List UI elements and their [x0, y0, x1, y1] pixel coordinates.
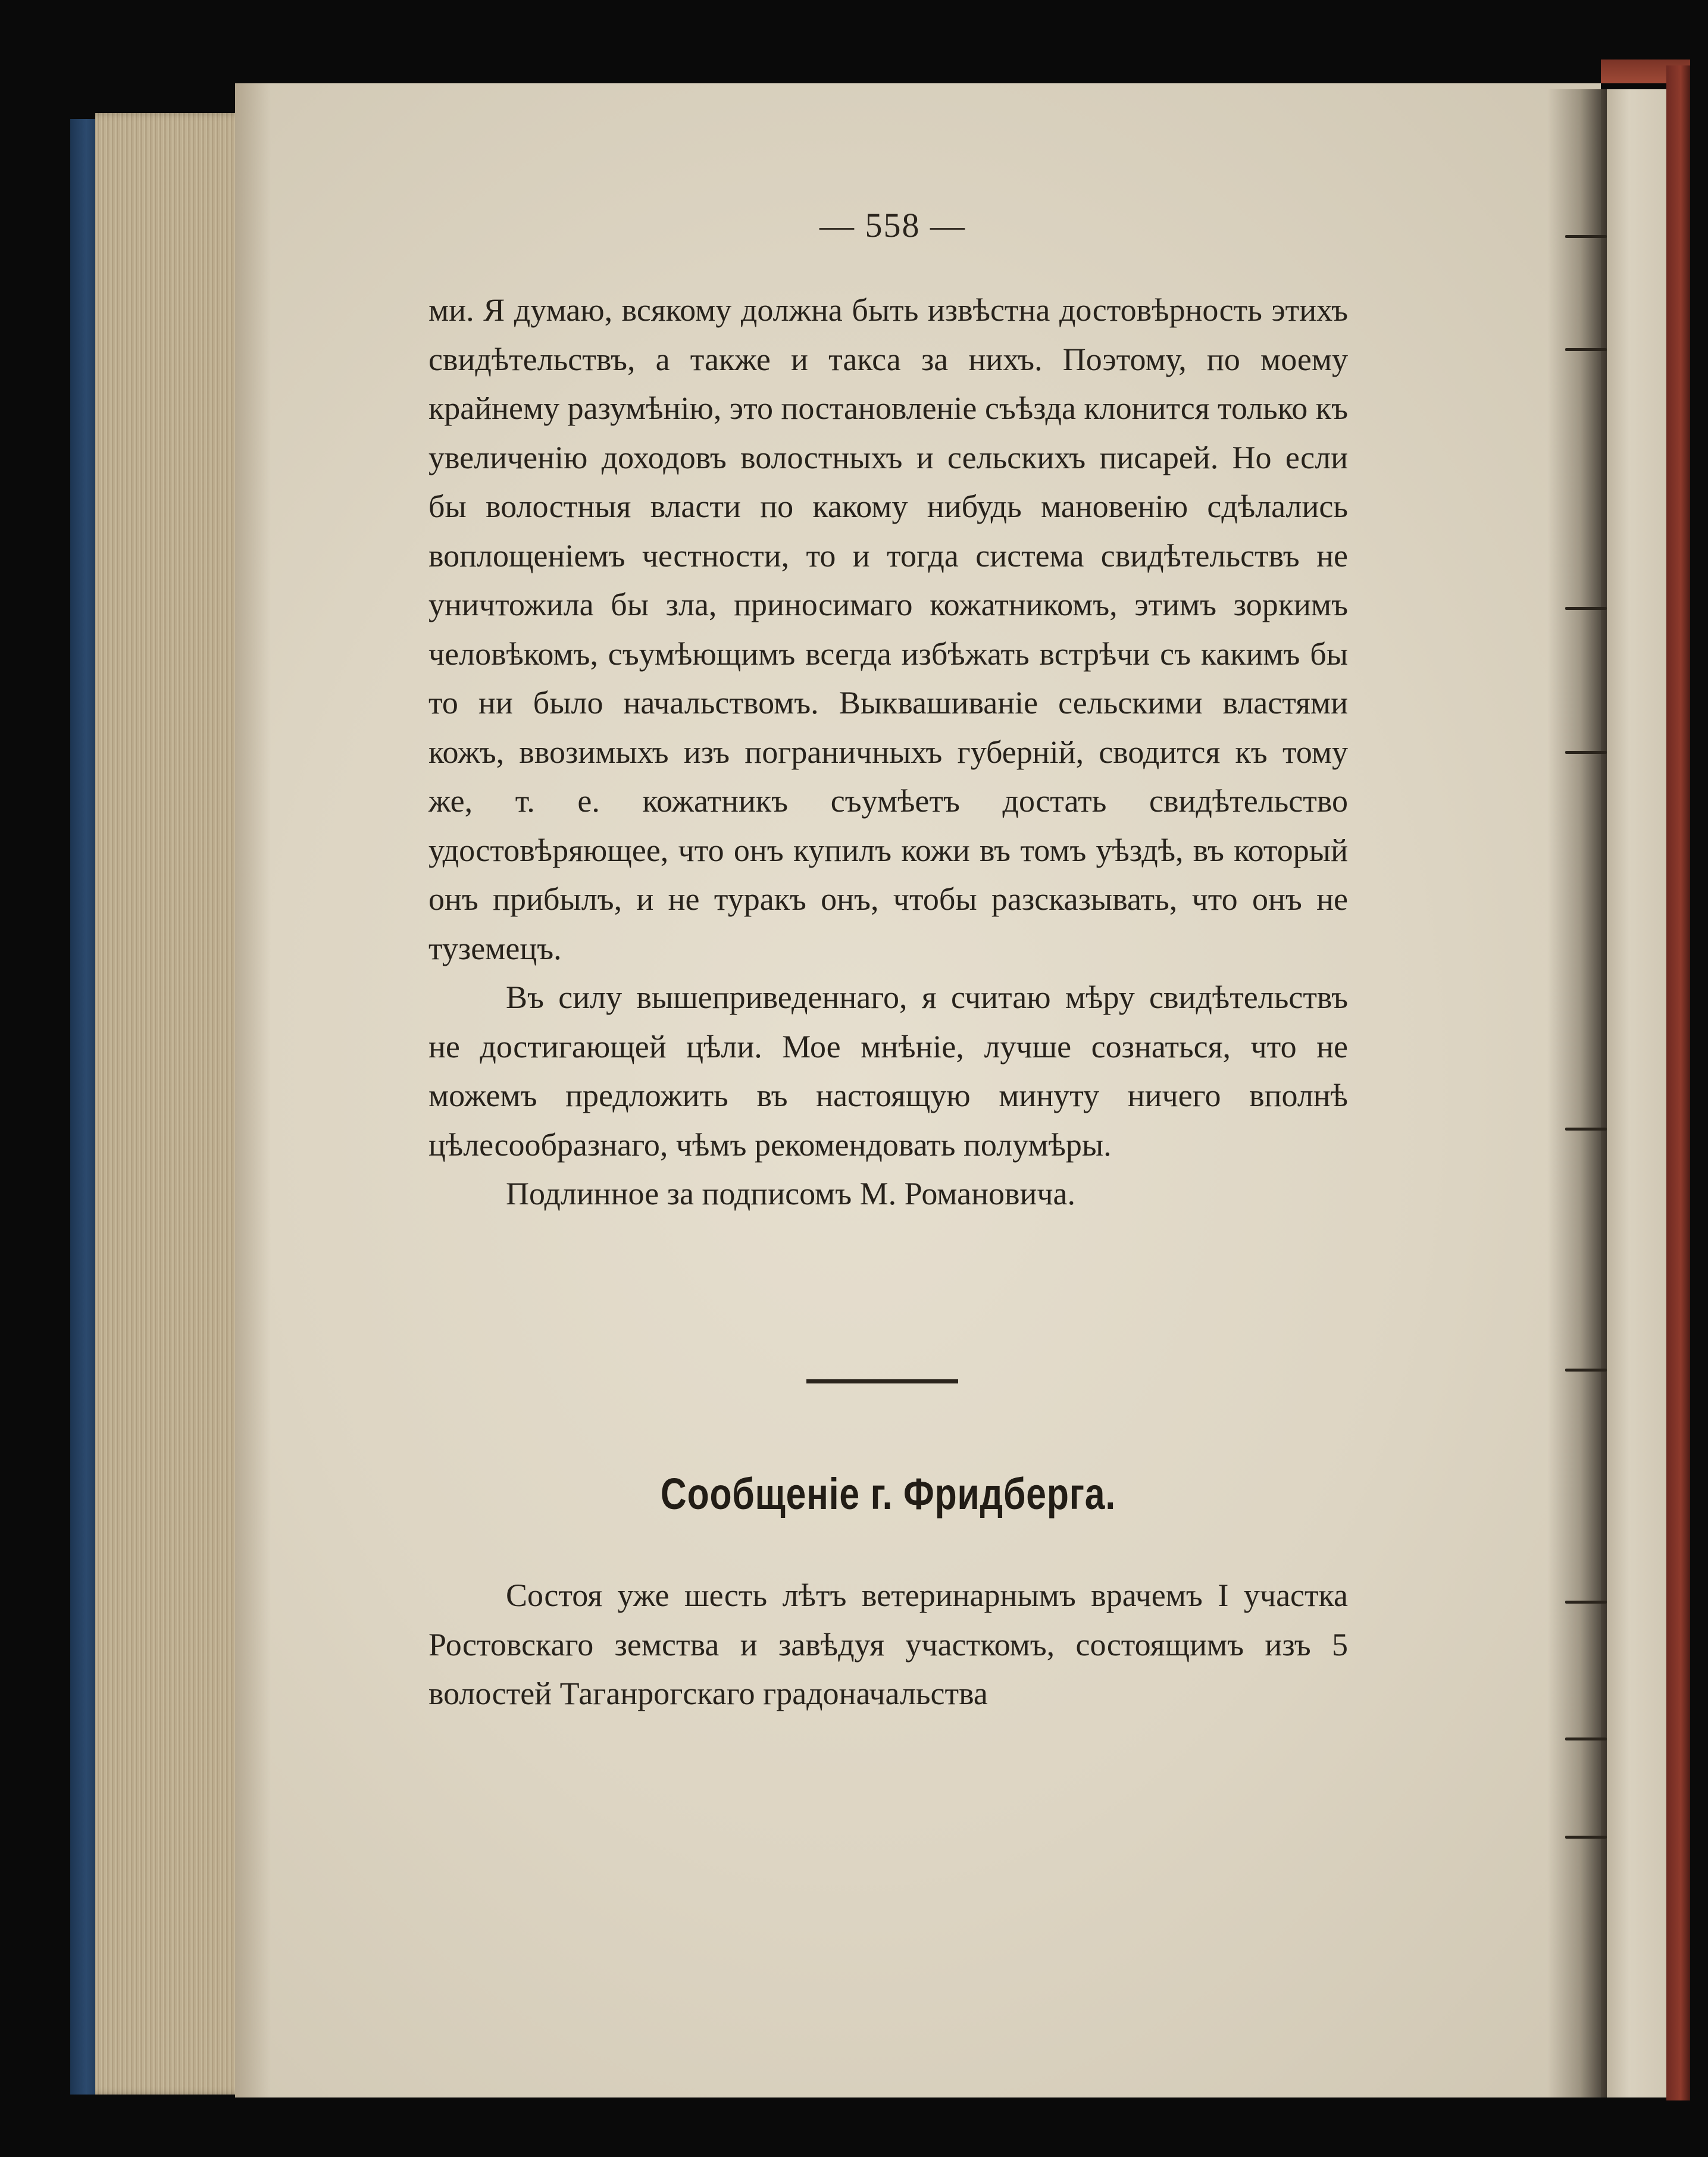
page-shadow [235, 83, 271, 2097]
section-heading: Сообщеніе г. Фридберга. [660, 1469, 1116, 1519]
binding-stitch [1565, 1128, 1607, 1131]
section-divider [806, 1379, 958, 1383]
binding-stitch [1565, 751, 1607, 754]
binding-stitch [1565, 1738, 1607, 1740]
binding-stitch [1565, 235, 1607, 238]
page-number: — 558 — [819, 206, 966, 245]
page-block-edge [95, 113, 250, 2095]
binding-stitch [1565, 1601, 1607, 1604]
section-text [428, 1571, 1348, 1718]
paragraph-continuation: ми. Я думаю, всякому должна быть извѣстна достовѣрность этихъ свидѣтельствъ, а также и такса за нихъ. Поэтому, по моему крайнему разумѣнію, это постановленіе съѣзда клонится только къ увеличенію доходовъ волостныхъ и сельскихъ писарей. Но если бы волостныя власти по какому нибудь мановенію сдѣлались воплощеніемъ честности, то и тогда система свидѣтельствъ не уничтожила бы зла, приносимаго кожатникомъ, этимъ зоркимъ человѣкомъ, съумѣющимъ всегда избѣжать встрѣчи съ какимъ бы то ни было начальствомъ. Выквашиваніе сельскими властями кожъ, ввозимыхъ изъ пограничныхъ губерній, сводится къ тому же, т. е. кожатникъ съумѣетъ достать свидѣтельство удостовѣряющее, что онъ купилъ кожи въ томъ уѣздѣ, въ который онъ прибылъ, и не туракъ онъ, чтобы разсказывать, что онъ не туземецъ. [428, 292, 1348, 966]
main-text [428, 286, 1348, 1219]
binding-gutter [1547, 89, 1607, 2097]
adjacent-page [1601, 89, 1672, 2097]
binding-stitch [1565, 348, 1607, 351]
paragraph-opening: Состоя уже шесть лѣтъ ветеринарнымъ врачемъ I участка Ростовскаго земства и завѣдуя участкомъ, состоящимъ изъ 5 волостей Таганрогскаго градоначальства [428, 1577, 1348, 1711]
binding-stitch [1565, 1369, 1607, 1372]
binding-stitch [1565, 607, 1607, 610]
red-cover-edge [1666, 65, 1690, 2100]
paragraph-conclusion: Въ силу вышеприведеннаго, я считаю мѣру свидѣтельствъ не достигающей цѣли. Мое мнѣніе, лучше сознаться, что не можемъ предложить въ настоящую минуту ничего вполнѣ цѣлесообразнаго, чѣмъ рекомендовать полумѣры. [428, 979, 1348, 1163]
signature-line: Подлинное за подписомъ М. Романовича. [506, 1176, 1075, 1211]
binding-stitch [1565, 1836, 1607, 1839]
